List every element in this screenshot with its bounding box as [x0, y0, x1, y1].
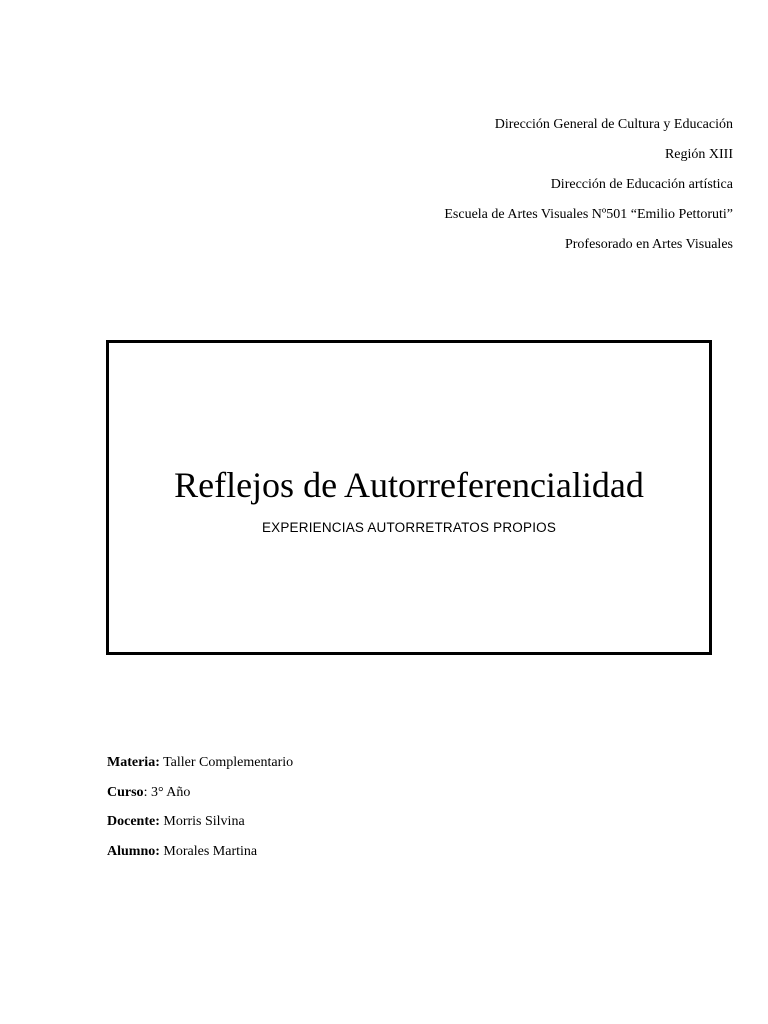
info-row-docente: [107, 807, 293, 837]
curso-colon: :: [143, 784, 148, 800]
curso-value: 3° Año: [150, 784, 191, 800]
header-line-direccion-educacion: Dirección de Educación artística: [550, 177, 733, 192]
student-info: [107, 748, 293, 866]
header-line-escuela: Escuela de Artes Visuales Nº501 “Emilio Pettoruti”: [444, 207, 733, 222]
info-row-materia: [107, 748, 293, 778]
docente-value: Morris Silvina: [163, 814, 245, 830]
header-line-region: Región XIII: [664, 147, 733, 162]
page-title: Reflejos de Autorreferencialidad: [174, 465, 644, 505]
curso-label: Curso: [107, 784, 144, 800]
institution-header: [444, 110, 733, 260]
info-row-curso: [107, 778, 293, 808]
page-subtitle: EXPERIENCIAS AUTORRETRATOS PROPIOS: [261, 520, 557, 535]
materia-label: Materia:: [107, 755, 160, 770]
alumno-value: Morales Martina: [163, 843, 258, 859]
materia-value: Taller Complementario: [163, 755, 294, 770]
title-box: [106, 340, 712, 655]
alumno-label: Alumno:: [107, 843, 160, 859]
header-line-profesorado: Profesorado en Artes Visuales: [564, 237, 733, 252]
docente-label: Docente:: [107, 814, 160, 830]
info-row-alumno: [107, 837, 293, 867]
header-line-direccion-general: Dirección General de Cultura y Educación: [494, 117, 733, 132]
